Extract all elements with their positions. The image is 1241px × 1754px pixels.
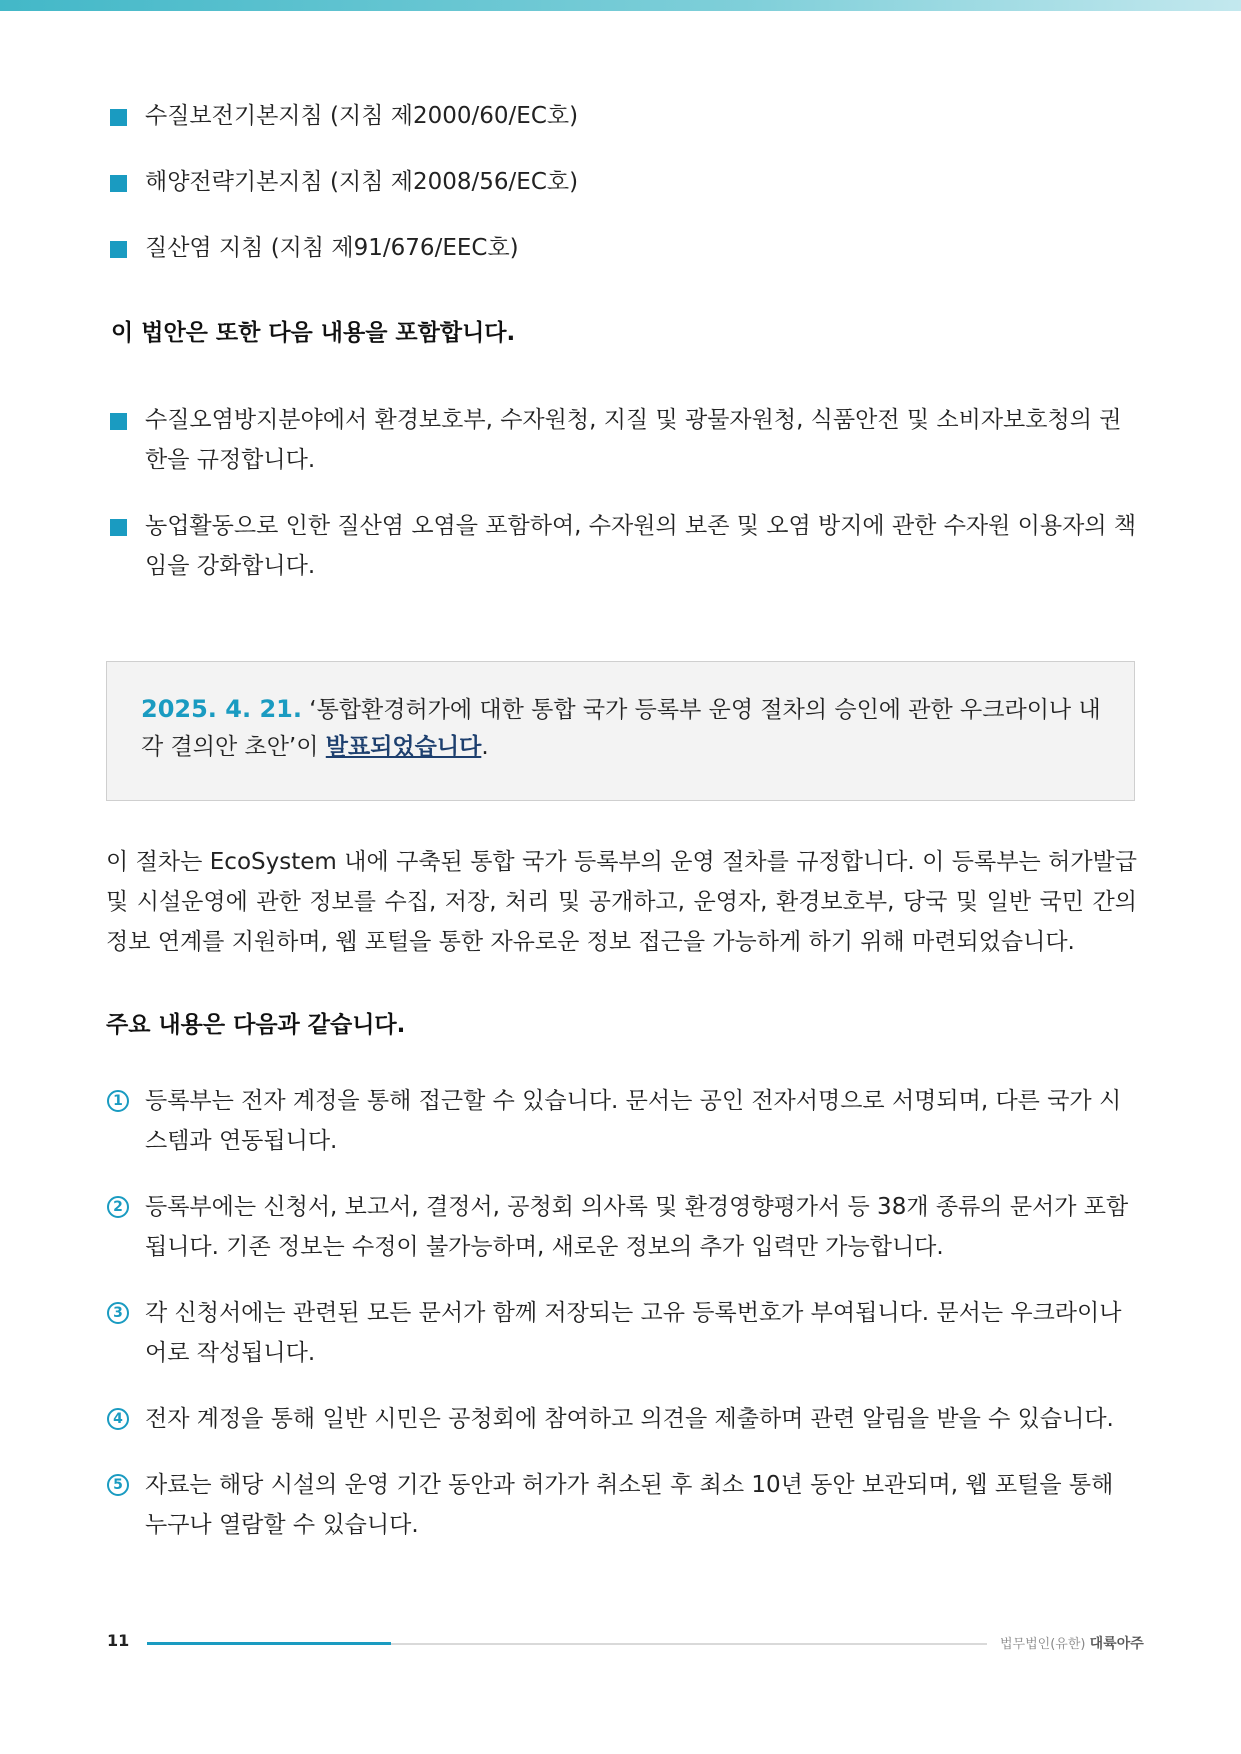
circled-number-icon: 3 [107, 1302, 129, 1324]
list-item-text: 자료는 해당 시설의 운영 기간 동안과 허가가 취소된 후 최소 10년 동안 보관되며, 웹 포털을 통해 누구나 열람할 수 있습니다. [145, 1472, 1114, 1538]
list-item-text: 농업활동으로 인한 질산염 오염을 포함하여, 수자원의 보존 및 오염 방지에 관한 수자원 이용자의 책임을 강화합니다. [145, 513, 1137, 579]
notice-box [106, 661, 1135, 801]
square-bullet-icon [110, 413, 127, 430]
notice-text: ‘통합환경허가에 대한 통합 국가 등록부 운영 절차의 승인에 관한 우크라이나 내각 결의안 초안’이 [141, 697, 1101, 760]
main-heading: 주요 내용은 다음과 같습니다. [106, 1012, 406, 1038]
square-bullet-icon [110, 175, 127, 192]
body-paragraph: 이 절차는 EcoSystem 내에 구축된 통합 국가 등록부의 운영 절차를 규정합니다. 이 등록부는 허가발급 및 시설운영에 관한 정보를 수집, 저장, 처리 및 공개하고, 운영자, 환경보호부, 당국 및 일반 국민 간의 정보 연계를 지원하며, 웹 포털을 통한 자유로운 정보 접근을 가능하게 하기 위해 마련되었습니다. [106, 849, 1137, 955]
circled-number-icon: 4 [107, 1408, 129, 1430]
circled-number-icon: 2 [107, 1196, 129, 1218]
list-item [107, 96, 1137, 136]
notice-tail: . [481, 734, 489, 760]
list-item [107, 400, 1137, 480]
main-points-list [107, 1081, 1137, 1571]
list-item [107, 1187, 1137, 1267]
list-item [107, 506, 1137, 586]
list-item-text: 등록부에는 신청서, 보고서, 결정서, 공청회 의사록 및 환경영향평가서 등 38개 종류의 문서가 포함됩니다. 기존 정보는 수정이 불가능하며, 새로운 정보의 추가 입력만 가능합니다. [145, 1194, 1129, 1260]
firm-name [1000, 1633, 1144, 1653]
firm-brand: 대륙아주 [1089, 1636, 1144, 1652]
firm-prefix: 법무법인(유한) [1000, 1637, 1086, 1652]
list-item-text: 질산염 지침 (지침 제91/676/EEC호) [145, 235, 519, 261]
list-item-text: 수질오염방지분야에서 환경보호부, 수자원청, 지질 및 광물자원청, 식품안전 및 소비자보호청의 권한을 규정합니다. [145, 407, 1122, 473]
square-bullet-icon [110, 241, 127, 258]
square-bullet-icon [110, 109, 127, 126]
page-number: 11 [107, 1631, 130, 1650]
square-bullet-icon [110, 519, 127, 536]
list-item [107, 1399, 1137, 1439]
list-item-text: 해양전략기본지침 (지침 제2008/56/EC호) [145, 169, 579, 195]
list-item [107, 162, 1137, 202]
list-item-text: 등록부는 전자 계정을 통해 접근할 수 있습니다. 문서는 공인 전자서명으로 서명되며, 다른 국가 시스템과 연동됩니다. [145, 1088, 1122, 1154]
top-accent-bar [0, 0, 1241, 11]
footer-divider-accent [147, 1642, 391, 1645]
list-item [107, 1081, 1137, 1161]
list-item-text: 전자 계정을 통해 일반 시민은 공청회에 참여하고 의견을 제출하며 관련 알림을 받을 수 있습니다. [145, 1406, 1114, 1432]
circled-number-icon: 5 [107, 1474, 129, 1496]
list-item [107, 1293, 1137, 1373]
notice-link[interactable]: 발표되었습니다 [325, 734, 482, 760]
circled-number-icon: 1 [107, 1090, 129, 1112]
list-item [107, 228, 1137, 268]
notice-date: 2025. 4. 21. [141, 695, 302, 723]
list-item [107, 1465, 1137, 1545]
directive-list [107, 96, 1137, 294]
section-heading: 이 법안은 또한 다음 내용을 포함합니다. [111, 320, 516, 346]
list-item-text: 수질보전기본지침 (지침 제2000/60/EC호) [145, 103, 579, 129]
list-item-text: 각 신청서에는 관련된 모든 문서가 함께 저장되는 고유 등록번호가 부여됩니다. 문서는 우크라이나어로 작성됩니다. [145, 1300, 1122, 1366]
inclusion-list [107, 400, 1137, 612]
